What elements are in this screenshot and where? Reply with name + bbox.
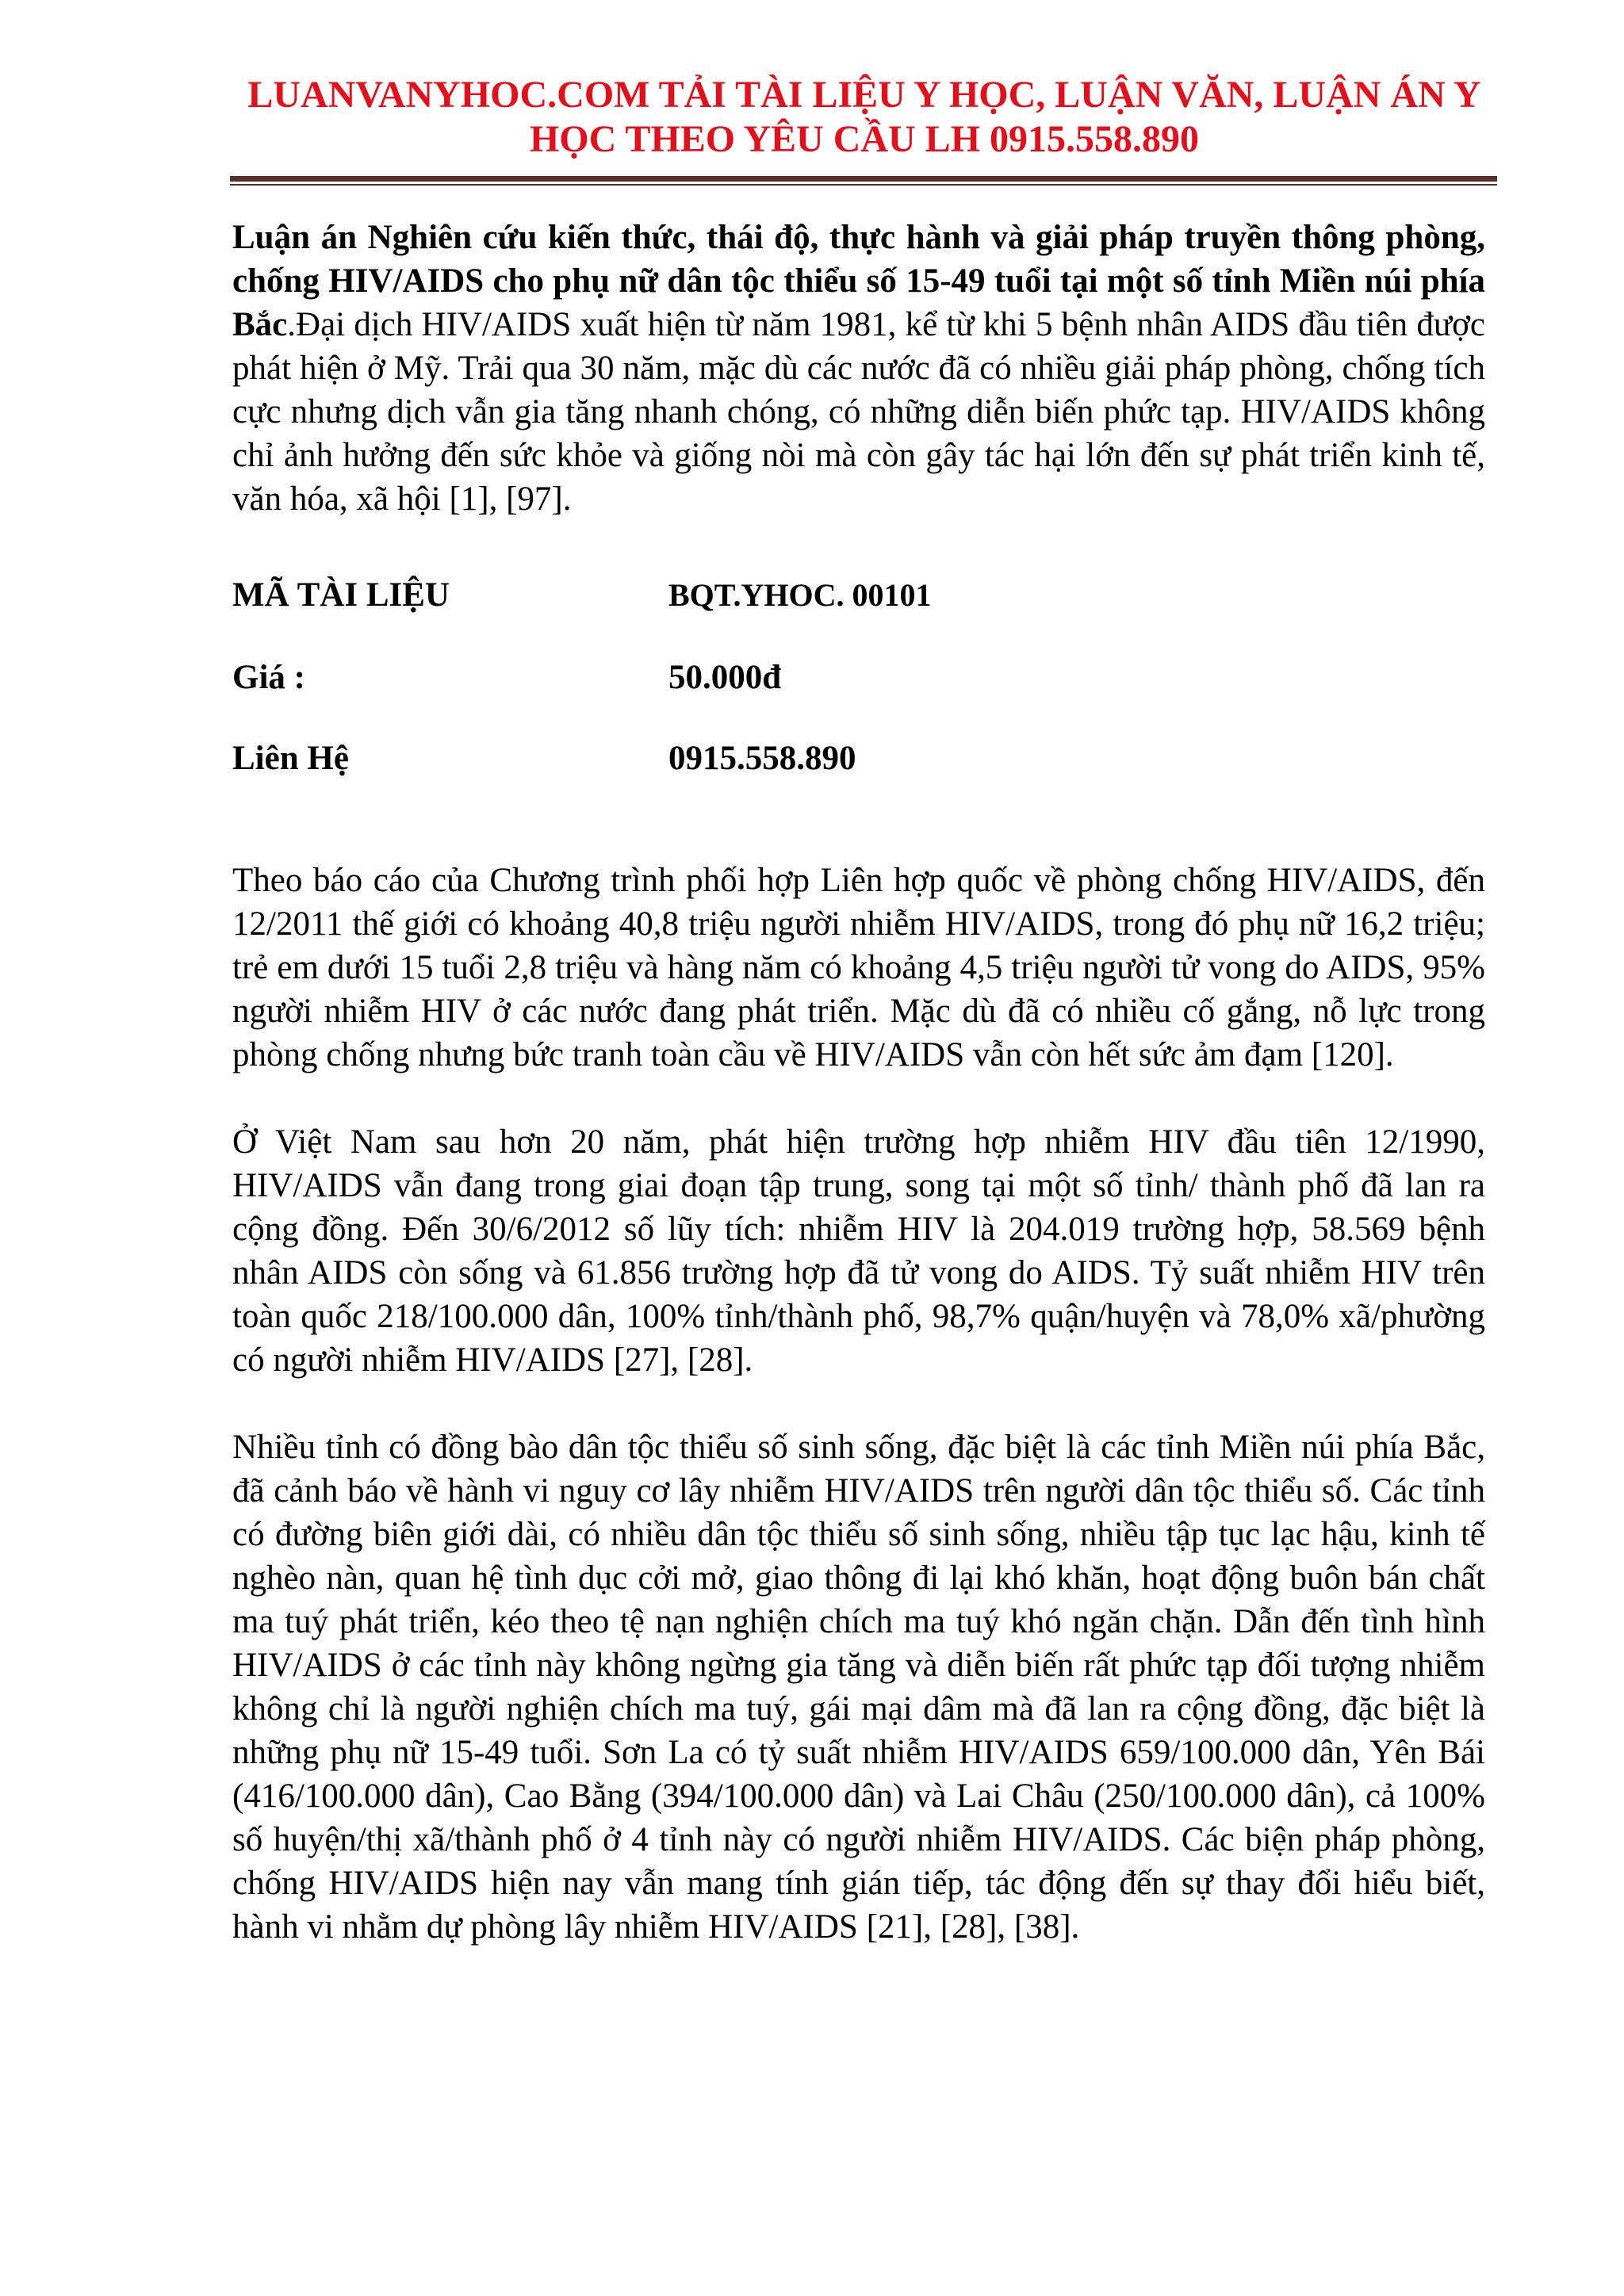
banner-line-2: HỌC THEO YÊU CẦU LH 0915.558.890: [529, 118, 1200, 160]
paragraph-northern-provinces: Nhiều tỉnh có đồng bào dân tộc thiểu số sinh sống, đặc biệt là các tỉnh Miền núi phía Bắc, đã cảnh báo về hành vi nguy cơ lây nhiễm HIV/AIDS trên người dân tộc thiểu số. Các tỉnh có đường biên giới dài, có nhiều dân tộc thiểu số sinh sống, nhiều tập tục lạc hậu, kinh tế nghèo nàn, quan hệ tình dục cởi mở, giao thông đi lại khó khăn, hoạt động buôn bán chất ma tuý phát triển, kéo theo tệ nạn nghiện chích ma tuý khó ngăn chặn. Dẫn đến tình hình HIV/AIDS ở các tỉnh này không ngừng gia tăng và diễn biến rất phức tạp đối tượng nhiễm không chỉ là người nghiện chích ma tuý, gái mại dâm mà đã lan ra cộng đồng, đặc biệt là những phụ nữ 15-49 tuổi. Sơn La có tỷ suất nhiễm HIV/AIDS 659/100.000 dân, Yên Bái (416/100.000 dân), Cao Bằng (394/100.000 dân) và Lai Châu (250/100.000 dân), cả 100% số huyện/thị xã/thành phố ở 4 tỉnh này có người nhiễm HIV/AIDS. Các biện pháp phòng, chống HIV/AIDS hiện nay vẫn mang tính gián tiếp, tác động đến sự thay đổi hiểu biết, hành vi nhằm dự phòng lây nhiễm HIV/AIDS [21], [28], [38].: [232, 1429, 1485, 1946]
price-label: Giá :: [232, 659, 305, 696]
banner-line-1: LUANVANYHOC.COM TẢI TÀI LIỆU Y HỌC, LUẬN VĂN, LUẬN ÁN Y: [247, 74, 1481, 116]
paragraph-global-stats: Theo báo cáo của Chương trình phối hợp Liên hợp quốc về phòng chống HIV/AIDS, đến 12/2011 thế giới có khoảng 40,8 triệu người nhiễm HIV/AIDS, trong đó phụ nữ 16,2 triệu; trẻ em dưới 15 tuổi 2,8 triệu và hàng năm có khoảng 4,5 triệu người tử vong do AIDS, 95% người nhiễm HIV ở các nước đang phát triển. Mặc dù đã có nhiều cố gắng, nỗ lực trong phòng chống nhưng bức tranh toàn cầu về HIV/AIDS vẫn còn hết sức ảm đạm [120].: [232, 862, 1485, 1073]
info-row-contact: [232, 737, 1485, 784]
code-value: BQT.YHOC. 00101: [668, 577, 932, 613]
document-info: [232, 573, 1485, 827]
code-label: MÃ TÀI LIỆU: [232, 576, 450, 614]
intro-text: .Đại dịch HIV/AIDS xuất hiện từ năm 1981, kể từ khi 5 bệnh nhân AIDS đầu tiên được phát hiện ở Mỹ. Trải qua 30 năm, mặc dù các nước đã có nhiều giải pháp phòng, chống tích cực nhưng dịch vẫn gia tăng nhanh chóng, có những diễn biến phức tạp. HIV/AIDS không chỉ ảnh hưởng đến sức khỏe và giống nòi mà còn gây tác hại lớn đến sự phát triển kinh tế, văn hóa, xã hội [1], [97].: [232, 306, 1485, 518]
site-banner: [230, 73, 1499, 162]
intro-paragraph: [232, 216, 1485, 521]
thesis-title: Luận án Nghiên cứu kiến thức, thái độ, thực hành và giải pháp truyền thông phòng, chống HIV/AIDS cho phụ nữ dân tộc thiểu số 15-49 tuổi tại một số tỉnh Miền núi phía Bắc: [232, 219, 1485, 343]
info-row-code: [232, 573, 1485, 621]
document-body: [232, 216, 1485, 1992]
info-row-price: [232, 656, 1485, 703]
header-divider-thin: [230, 184, 1497, 186]
contact-label: Liên Hệ: [232, 740, 349, 777]
contact-value: 0915.558.890: [668, 740, 856, 777]
header-divider: [230, 176, 1497, 182]
paragraph-vietnam-stats: Ở Việt Nam sau hơn 20 năm, phát hiện trường hợp nhiễm HIV đầu tiên 12/1990, HIV/AIDS vẫn đang trong giai đoạn tập trung, song tại một số tỉnh/ thành phố đã lan ra cộng đồng. Đến 30/6/2012 số lũy tích: nhiễm HIV là 204.019 trường hợp, 58.569 bệnh nhân AIDS còn sống và 61.856 trường hợp đã tử vong do AIDS. Tỷ suất nhiễm HIV trên toàn quốc 218/100.000 dân, 100% tỉnh/thành phố, 98,7% quận/huyện và 78,0% xã/phường có người nhiễm HIV/AIDS [27], [28].: [232, 1123, 1485, 1379]
price-value: 50.000đ: [668, 659, 782, 696]
